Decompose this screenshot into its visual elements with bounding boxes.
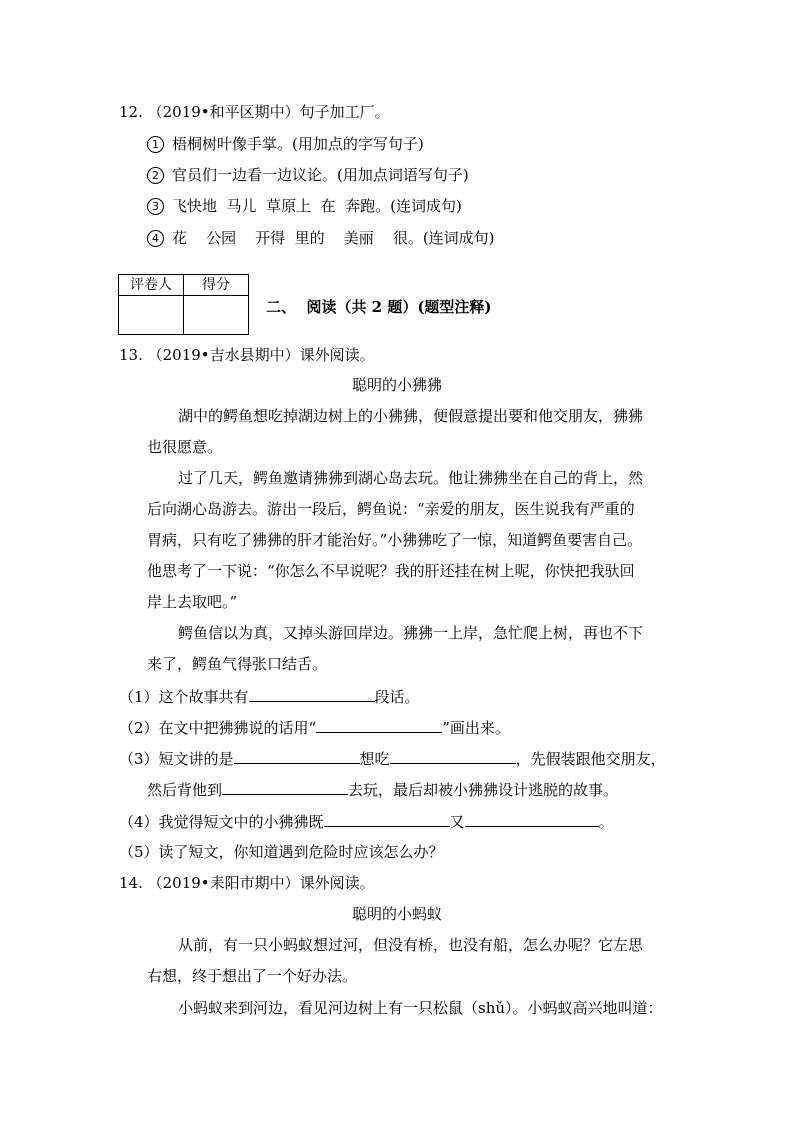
q14-title: 聪明的小蚂蚁: [351, 905, 442, 923]
q13-sub-text: （3）短文讲的是: [119, 750, 234, 768]
answer-blank[interactable]: [390, 748, 516, 764]
q13-para-line: 后向湖心岛游去。游出一段后，鳄鱼说：“亲爱的朋友，医生说我有严重的: [147, 500, 635, 518]
q13-sub-text: 然后背他到: [147, 781, 223, 799]
q13-para-line: 胃病，只有吃了狒狒的肝才能治好。”小狒狒吃了一惊，知道鳄鱼要害自己。: [147, 531, 643, 549]
q13-sub-text: 段话。: [374, 688, 420, 706]
answer-blank[interactable]: [316, 717, 442, 733]
score-header: 得分: [184, 275, 249, 296]
grader-header: 评卷人: [119, 275, 184, 296]
answer-blank[interactable]: [249, 686, 375, 702]
answer-blank[interactable]: [222, 779, 348, 795]
q12-item-text: 花 公园 开得 里的 美丽 很。(连词成句): [172, 229, 495, 247]
q13-para-line: 来了，鳄鱼气得张口结舌。: [147, 655, 328, 673]
q13-sub-3: [119, 748, 666, 769]
section-heading: 二、 阅读（共 2 题）(题型注释): [266, 298, 492, 316]
circled-number: 1: [147, 136, 164, 153]
answer-blank[interactable]: [234, 748, 360, 764]
q13-sub-text: （4）我觉得短文中的小狒狒既: [119, 813, 324, 831]
q12-item-3: [147, 196, 462, 216]
q12-item-1: [147, 134, 424, 154]
q13-para-line: 鳄鱼信以为真，又掉头游回岸边。狒狒一上岸，急忙爬上树，再也不下: [178, 624, 644, 642]
q13-title: 聪明的小狒狒: [351, 376, 442, 394]
q14-para-line: 小蚂蚁来到河边，看见河边树上有一只松鼠（shǔ）。小蚂蚁高兴地叫道：: [178, 999, 663, 1017]
q12-item-text: 梧桐树叶像手掌。(用加点的字写句子): [172, 135, 424, 153]
q13-sub-text: 去玩，最后却被小狒狒设计逃脱的故事。: [348, 781, 619, 799]
q14-para-line: 右想，终于想出了一个好办法。: [147, 967, 358, 985]
q13-sub-text: （2）在文中把狒狒说的话用“: [119, 719, 317, 737]
q13-para-line: 他思考了一下说：“你怎么不早说呢？我的肝还挂在树上呢，你快把我驮回: [147, 562, 635, 580]
q13-sub-5: （5）读了短文，你知道遇到危险时应该怎么办？: [119, 843, 444, 861]
q14-header: 14. （2019•耒阳市期中）课外阅读。: [119, 874, 375, 892]
q12-item-2: [147, 165, 469, 185]
score-cell: [184, 296, 249, 335]
score-table: [118, 274, 249, 335]
q12-header: 12. （2019•和平区期中）句子加工厂。: [119, 103, 390, 121]
q13-sub-2: [119, 717, 510, 738]
circled-number: 2: [147, 167, 164, 184]
q14-para-line: 从前，有一只小蚂蚁想过河，但没有桥，也没有船，怎么办呢？它左思: [178, 936, 644, 954]
q12-item-4: [147, 228, 495, 248]
circled-number: 4: [147, 230, 164, 247]
q12-item-text: 官员们一边看一边议论。(用加点词语写句子): [172, 166, 469, 184]
q13-sub-4: [119, 811, 614, 832]
q13-header: 13. （2019•吉水县期中）课外阅读。: [119, 346, 375, 364]
answer-blank[interactable]: [465, 811, 599, 827]
q12-item-text: 飞快地 马儿 草原上 在 奔跑。(连词成句): [172, 197, 462, 215]
q13-para-line: 过了几天，鳄鱼邀请狒狒到湖心岛去玩。他让狒狒坐在自己的背上，然: [178, 469, 644, 487]
grader-cell: [119, 296, 184, 335]
q13-sub-3-cont: [147, 779, 618, 800]
q13-para-line: 也很愿意。: [147, 438, 223, 456]
q13-sub-text: 。: [598, 813, 614, 831]
q13-para-line: 湖中的鳄鱼想吃掉湖边树上的小狒狒，便假意提出要和他交朋友，狒狒: [178, 407, 644, 425]
circled-number: 3: [147, 198, 164, 215]
q13-sub-text: 想吃: [359, 750, 390, 768]
answer-blank[interactable]: [324, 811, 450, 827]
q13-sub-text: 又: [449, 813, 465, 831]
q13-sub-text: （1）这个故事共有: [119, 688, 249, 706]
q13-sub-text: ，先假装跟他交朋友，: [515, 750, 666, 768]
q13-sub-text: ”画出来。: [442, 719, 510, 737]
q13-sub-1: [119, 686, 420, 707]
q13-para-line: 岸上去取吧。”: [147, 593, 238, 611]
